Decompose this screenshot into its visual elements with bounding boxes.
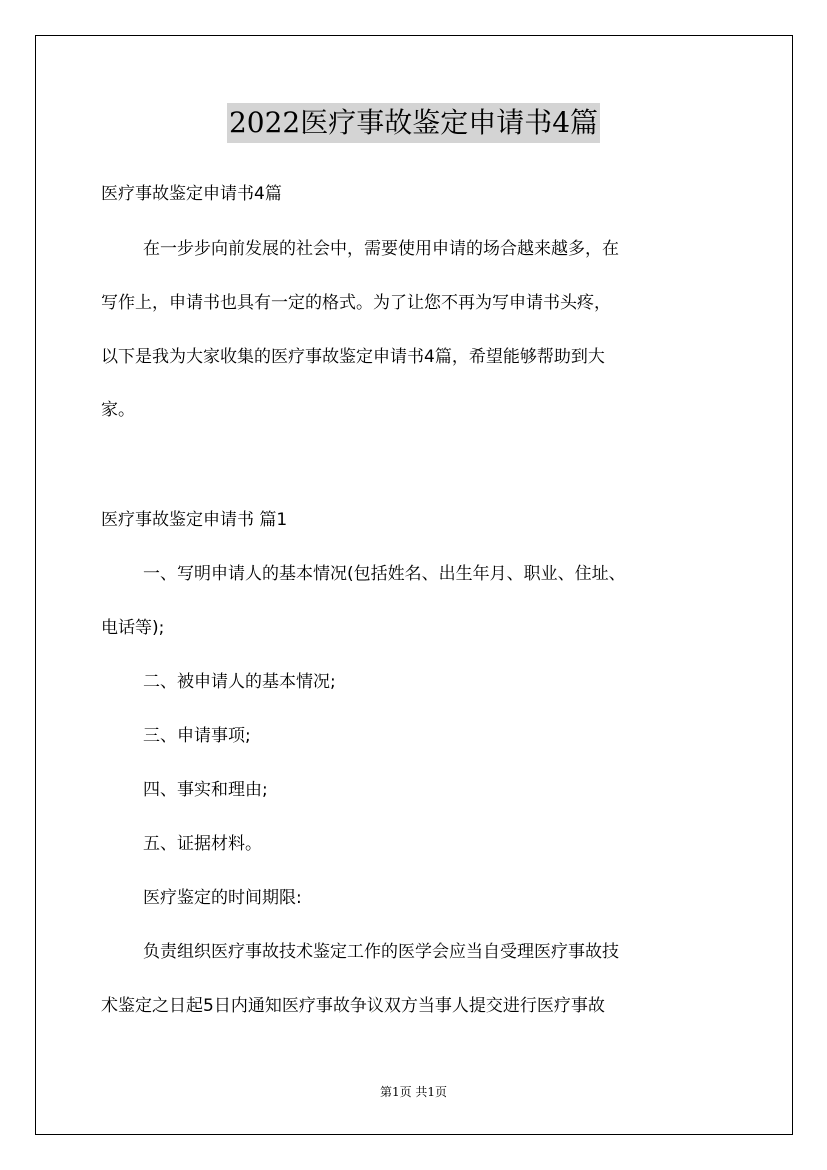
intro-line-3: 以下是我为大家收集的医疗事故鉴定申请书4篇，希望能够帮助到大 xyxy=(101,347,605,367)
intro-line-1: 在一步步向前发展的社会中，需要使用申请的场合越来越多，在 xyxy=(143,239,619,259)
item-line-3: 二、被申请人的基本情况; xyxy=(143,672,336,692)
page-number-footer: 第1页 共1页 xyxy=(379,1085,448,1099)
item-line-6: 五、证据材料。 xyxy=(143,834,262,854)
item-line-2: 电话等); xyxy=(101,618,165,638)
intro-line-4: 家。 xyxy=(101,400,135,420)
document-subtitle: 医疗事故鉴定申请书4篇 xyxy=(101,184,282,204)
section-heading: 医疗事故鉴定申请书 篇1 xyxy=(101,510,288,530)
document-title-text: 2022医疗事故鉴定申请书4篇 xyxy=(227,103,600,143)
item-line-4: 三、申请事项; xyxy=(143,726,251,746)
item-line-7: 医疗鉴定的时间期限: xyxy=(143,888,302,908)
document-title xyxy=(0,103,827,143)
paragraph-line-2: 术鉴定之日起5日内通知医疗事故争议双方当事人提交进行医疗事故 xyxy=(101,996,605,1016)
intro-line-2: 写作上，申请书也具有一定的格式。为了让您不再为写申请书头疼， xyxy=(101,293,611,313)
item-line-5: 四、事实和理由; xyxy=(143,780,268,800)
item-line-1: 一、写明申请人的基本情况(包括姓名、出生年月、职业、住址、 xyxy=(143,564,626,584)
paragraph-line-1: 负责组织医疗事故技术鉴定工作的医学会应当自受理医疗事故技 xyxy=(143,942,619,962)
